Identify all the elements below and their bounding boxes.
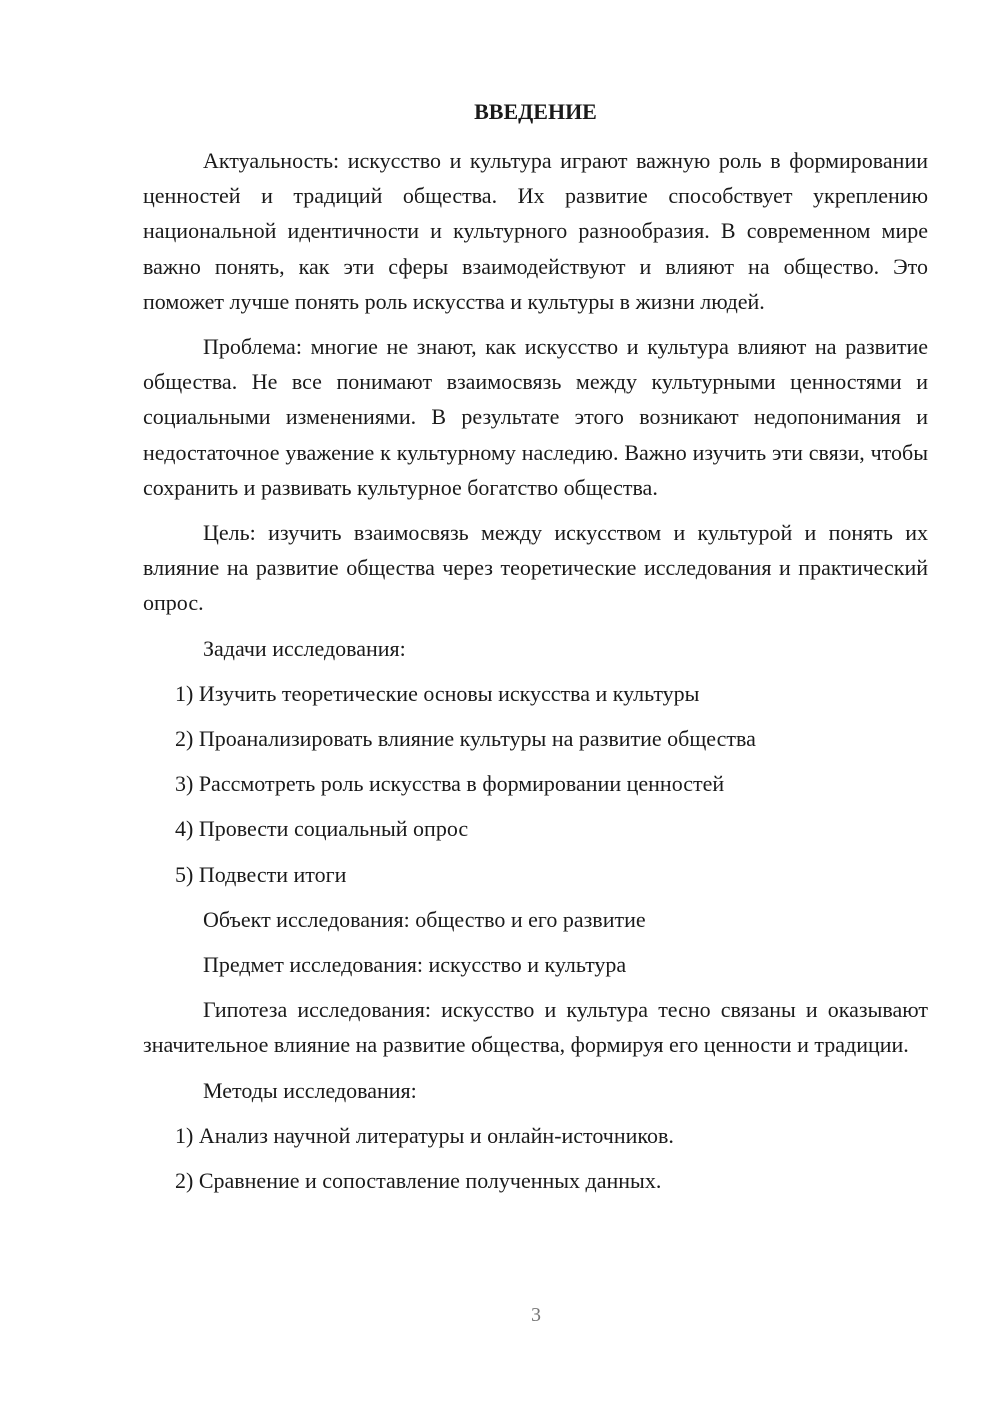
paragraph: Цель: изучить взаимосвязь между искусством и культурой и понять их влияние на развитие общества через теоретические исследования и практический опрос. — [143, 520, 928, 616]
paragraph: Проблема: многие не знают, как искусство и культура влияют на развитие общества. Не все понимают взаимосвязь между культурными ценностями и социальными изменениями. В результате этого возникают недопонимания и недостаточное уважение к культурному наследию. Важно изучить эти связи, чтобы сохранить и развивать культурное богатство общества. — [143, 334, 928, 500]
list-item: 1) Анализ научной литературы и онлайн-источников. — [175, 1122, 674, 1148]
list-item: 3) Рассмотреть роль искусства в формировании ценностей — [175, 771, 725, 797]
list-item: 2) Проанализировать влияние культуры на развитие общества — [175, 726, 756, 752]
list-item: 4) Провести социальный опрос — [175, 816, 469, 842]
paragraph: Методы исследования: — [203, 1077, 417, 1103]
list-item: 2) Сравнение и сопоставление полученных данных. — [175, 1168, 662, 1194]
paragraph: Предмет исследования: искусство и культура — [203, 952, 627, 978]
document-body — [143, 143, 928, 1198]
section-title: ВВЕДЕНИЕ — [474, 99, 597, 124]
paragraph: Актуальность: искусство и культура играют важную роль в формировании ценностей и традиций общества. Их развитие способствует укреплению национальной идентичности и культурного разнообразия. В современном мире важно понять, как эти сферы взаимодействуют и влияют на общество. Это поможет лучше понять роль искусства и культуры в жизни людей. — [143, 148, 928, 314]
list-item: 1) Изучить теоретические основы искусства и культуры — [175, 680, 700, 706]
paragraph: Задачи исследования: — [203, 635, 406, 661]
document-page — [143, 94, 928, 1208]
paragraph: Гипотеза исследования: искусство и культура тесно связаны и оказывают значительное влияние на развитие общества, формируя его ценности и традиции. — [143, 997, 928, 1058]
page-number: 3 — [531, 1304, 541, 1326]
list-item: 5) Подвести итоги — [175, 861, 347, 887]
paragraph: Объект исследования: общество и его развитие — [203, 906, 646, 932]
